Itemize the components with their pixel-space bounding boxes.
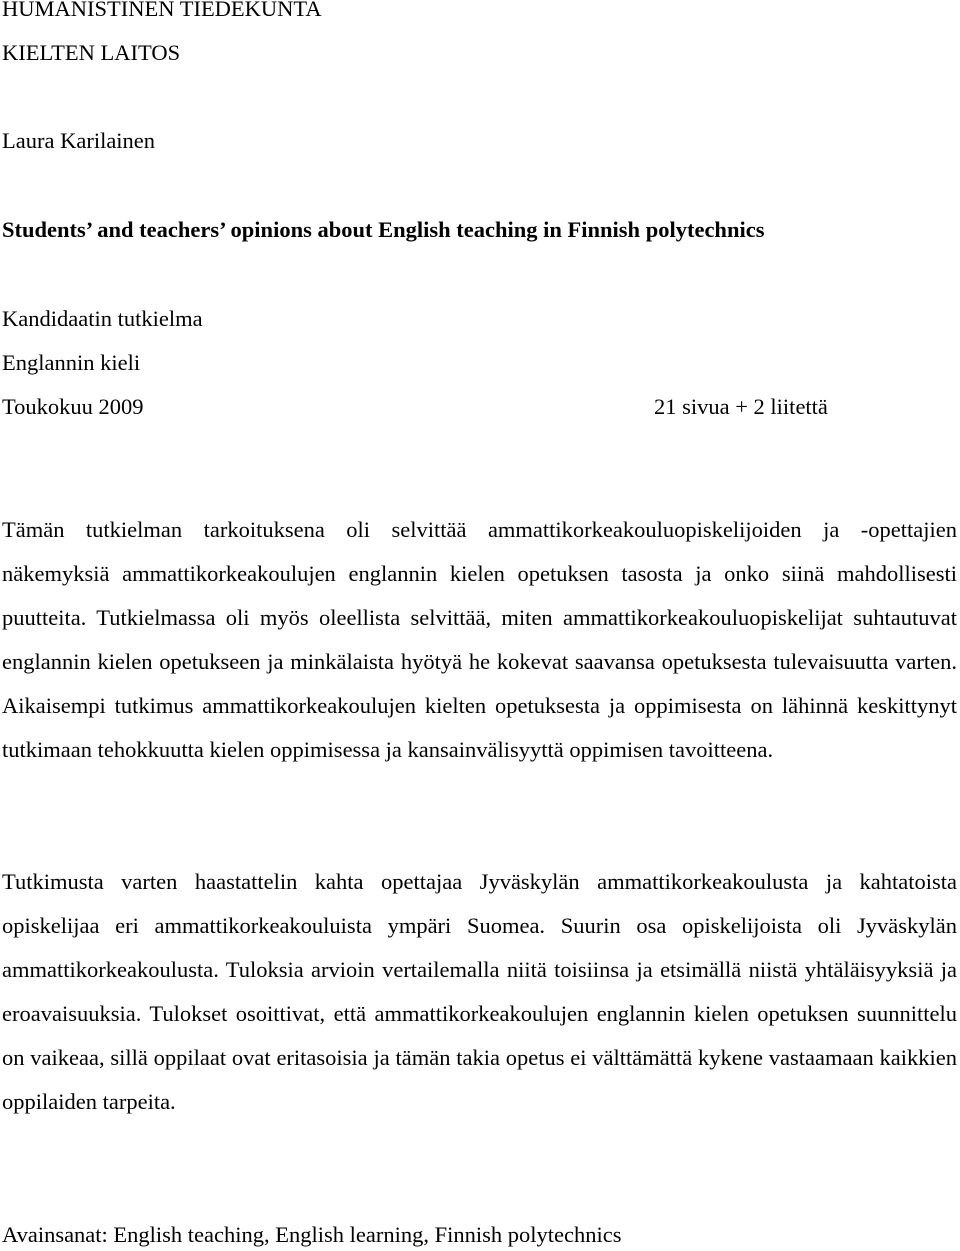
- thesis-subject: Englannin kieli: [2, 350, 141, 375]
- thesis-date: Toukokuu 2009: [2, 394, 144, 419]
- keywords: Avainsanat: English teaching, English learning, Finnish polytechnics: [2, 1222, 622, 1247]
- abstract-paragraph-1: Tämän tutkielman tarkoituksena oli selvittää ammattikorkeakouluopiskelijoiden ja -opettajien näkemyksiä ammattikorkeakoulujen englannin kielen opetuksen tasosta ja onko siinä mahdollisesti puutteita. Tutkielmassa oli myös oleellista selvittää, miten ammattikorkeakouluopiskelijat suhtautuvat englannin kielen opetukseen ja minkälaista hyötyä he kokevat saavansa opetuksesta tulevaisuutta varten. Aikaisempi tutkimus ammattikorkeakoulujen kielten opetuksesta ja oppimisesta on lähinnä keskittynyt tutkimaan tehokkuutta kielen oppimisessa ja kansainvälisyyttä oppimisen tavoitteena.: [2, 517, 957, 763]
- thesis-title: Students’ and teachers’ opinions about English teaching in Finnish polytechnics: [2, 217, 765, 242]
- page-count: 21 sivua + 2 liitettä: [654, 394, 828, 419]
- thesis-type: Kandidaatin tutkielma: [2, 306, 203, 331]
- abstract-paragraph-2: Tutkimusta varten haastattelin kahta opettajaa Jyväskylän ammattikorkeakoulusta ja kahtatoista opiskelijaa eri ammattikorkeakouluista ympäri Suomea. Suurin osa opiskelijoista oli Jyväskylän ammattikorkeakoulusta. Tuloksia arvioin vertailemalla niitä toisiinsa ja etsimällä niistä yhtäläisyyksiä ja eroavaisuuksia. Tulokset osoittivat, että ammattikorkeakoulujen englannin kielen opetuksen suunnittelu on vaikeaa, sillä oppilaat ovat eritasoisia ja tämän takia opetus ei välttämättä kykene vastaamaan kaikkien oppilaiden tarpeita.: [2, 869, 957, 1115]
- department-heading: KIELTEN LAITOS: [2, 40, 181, 65]
- author-name: Laura Karilainen: [2, 128, 156, 153]
- faculty-heading: HUMANISTINEN TIEDEKUNTA: [2, 0, 322, 21]
